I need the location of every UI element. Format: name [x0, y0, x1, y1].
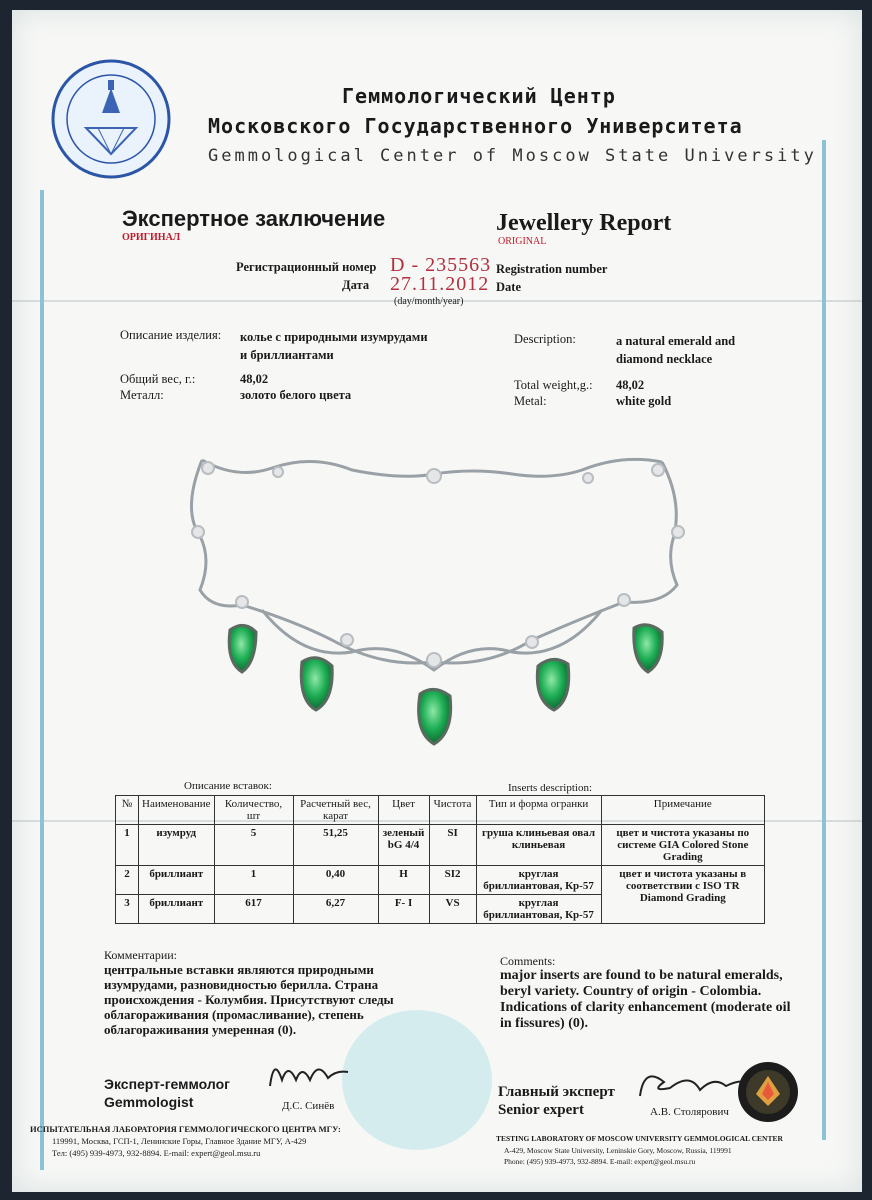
original-badge-en: ORIGINAL	[498, 236, 547, 247]
description-value-ru: колье с природными изумрудами и бриллиантами	[240, 330, 428, 362]
table-row	[116, 866, 765, 895]
column-header: Тип и форма огранки	[476, 796, 601, 825]
footer-address-ru: 119991, Москва, ГСП-1, Ленинские Горы, Главное Здание МГУ, А-429	[52, 1136, 307, 1146]
footer-phone-en: Phone: (495) 939-4973, 932-8894. E-mail: expert@geol.msu.ru	[504, 1157, 696, 1166]
reg-number-label-en: Registration number	[496, 262, 608, 276]
report-title-ru: Экспертное заключение	[122, 206, 386, 231]
description-label-en: Description:	[514, 332, 576, 346]
inserts-caption-ru: Описание вставок:	[184, 780, 272, 792]
column-header: Примечание	[601, 796, 764, 825]
border-rule-left	[40, 190, 44, 1170]
weight-label-en: Total weight,g.:	[514, 378, 593, 392]
cell-name: изумруд	[139, 825, 215, 866]
comments-text-en: major inserts are found to be natural emeralds, beryl variety. Country of origin - Colombia. Indications of clarity enhancement (moderate oil in fissures) (0).	[500, 968, 791, 1031]
gemmologist-signature	[262, 1050, 352, 1096]
senior-expert-label-ru: Главный эксперт	[498, 1084, 615, 1100]
senior-expert-name: А.В. Столярович	[650, 1106, 729, 1118]
cell-color: зеленый bG 4/4	[378, 825, 429, 866]
certificate-sheet	[12, 10, 862, 1192]
center-title-ru-line1: Геммологический Центр	[342, 84, 616, 108]
cell-qty: 617	[214, 895, 293, 924]
center-title-en: Gemmological Center of Moscow State University	[208, 146, 817, 166]
column-header: №	[116, 796, 139, 825]
cell-name: бриллиант	[139, 866, 215, 895]
date-label-en: Date	[496, 280, 521, 294]
gemmologist-label-en: Gemmologist	[104, 1094, 194, 1110]
gemmologist-label-ru: Эксперт-геммолог	[104, 1076, 230, 1092]
inserts-table	[115, 795, 765, 924]
table-row	[116, 825, 765, 866]
hologram-stamp	[342, 1010, 492, 1150]
cell-clarity: SI2	[429, 866, 476, 895]
column-header: Чистота	[429, 796, 476, 825]
metal-label-ru: Металл:	[120, 388, 164, 402]
cell-color: F- I	[378, 895, 429, 924]
cell-qty: 5	[214, 825, 293, 866]
column-header: Расчетный вес, карат	[293, 796, 378, 825]
original-badge-ru: ОРИГИНАЛ	[122, 232, 181, 243]
cell-cut: груша клиньевая овал клиньевая	[476, 825, 601, 866]
senior-expert-signature	[630, 1062, 750, 1106]
metal-value-en: white gold	[616, 394, 672, 408]
footer-phone-ru: Тел: (495) 939-4973, 932-8894. E-mail: expert@geol.msu.ru	[52, 1148, 261, 1158]
cell-weight: 51,25	[293, 825, 378, 866]
report-title-en: Jewellery Report	[496, 210, 672, 236]
footer-lab-ru: ИСПЫТАТЕЛЬНАЯ ЛАБОРАТОРИЯ ГЕММОЛОГИЧЕСКОГО ЦЕНТРА МГУ:	[30, 1124, 341, 1134]
metal-label-en: Metal:	[514, 394, 547, 408]
gemmologist-name: Д.С. Синёв	[282, 1100, 335, 1112]
cell-no: 3	[116, 895, 139, 924]
description-label-ru: Описание изделия:	[120, 328, 222, 342]
comments-label-en: Comments:	[500, 954, 556, 968]
footer-lab-en: TESTING LABORATORY OF MOSCOW UNIVERSITY GEMMOLOGICAL CENTER	[496, 1134, 783, 1143]
msu-seal-logo	[50, 58, 172, 180]
description-value-en: a natural emerald and diamond necklace	[616, 334, 736, 366]
cell-no: 2	[116, 866, 139, 895]
cell-color: H	[378, 866, 429, 895]
senior-expert-label-en: Senior expert	[498, 1102, 584, 1118]
column-header: Количество, шт	[214, 796, 293, 825]
cell-qty: 1	[214, 866, 293, 895]
column-header: Наименование	[139, 796, 215, 825]
footer-address-en: A-429, Moscow State University, Leninskie Gory, Moscow, Russia, 119991	[504, 1146, 732, 1155]
lab-seal	[736, 1060, 800, 1124]
cell-cut: круглая бриллиантовая, Кр-57	[476, 866, 601, 895]
cell-note: цвет и чистота указаны по системе GIA Colored Stone Grading	[601, 825, 764, 866]
date-label-ru: Дата	[342, 278, 370, 292]
cell-name: бриллиант	[139, 895, 215, 924]
cell-weight: 6,27	[293, 895, 378, 924]
cell-clarity: SI	[429, 825, 476, 866]
date-value: 27.11.2012	[390, 273, 490, 295]
necklace-photo	[172, 440, 692, 760]
weight-label-ru: Общий вес, г.:	[120, 372, 196, 386]
cell-note: цвет и чистота указаны в соответствии с ISO TR Diamond Grading	[601, 866, 764, 924]
cell-clarity: VS	[429, 895, 476, 924]
reg-number-label-ru: Регистрационный номер	[236, 260, 377, 274]
column-header: Цвет	[378, 796, 429, 825]
border-rule-right	[822, 140, 826, 1140]
inserts-caption-en: Inserts description:	[508, 782, 593, 794]
center-title-ru-line2: Московского Государственного Университета	[208, 114, 743, 138]
comments-label-ru: Комментарии:	[104, 948, 178, 962]
cell-cut: круглая бриллиантовая, Кр-57	[476, 895, 601, 924]
metal-value-ru: золото белого цвета	[240, 388, 352, 402]
cell-no: 1	[116, 825, 139, 866]
date-format-hint: (day/month/year)	[394, 296, 464, 307]
reg-number-value: D - 235563	[390, 254, 492, 276]
table-header-row	[116, 796, 765, 825]
weight-value-ru: 48,02	[240, 372, 269, 386]
weight-value-en: 48,02	[616, 378, 645, 392]
cell-weight: 0,40	[293, 866, 378, 895]
comments-text-ru: центральные вставки являются природными изумрудами, разновидностью берилла. Страна происхождения - Колумбия. Присутствуют следы облагораживания (промасливание), степень облагораживания умеренная (0).	[104, 962, 394, 1037]
